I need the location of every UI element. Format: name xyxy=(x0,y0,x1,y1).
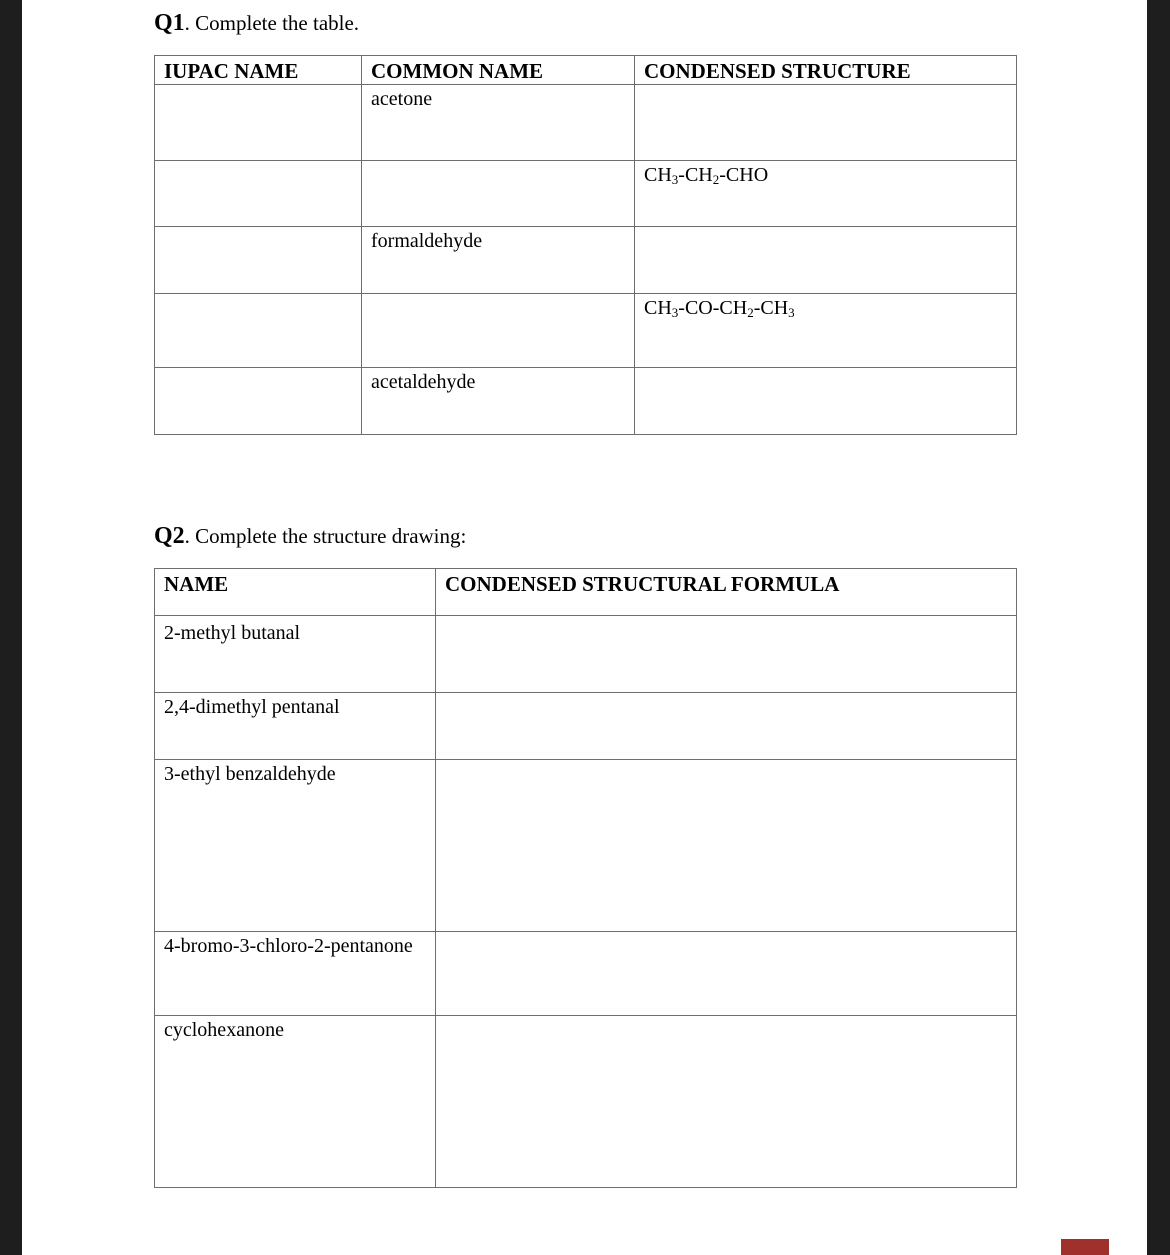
q1-prompt: . Complete the table. xyxy=(184,11,360,35)
q2-header-name: NAME xyxy=(155,569,436,616)
q1-iupac-cell[interactable] xyxy=(155,227,362,294)
formula-subscript: 3 xyxy=(671,305,679,320)
q2-formula-cell[interactable] xyxy=(436,616,1017,693)
q2-formula-cell[interactable] xyxy=(436,760,1017,932)
formula-text: CH xyxy=(644,297,672,319)
formula-text: -CH xyxy=(678,164,713,186)
q1-table-row xyxy=(155,227,1017,294)
q1-iupac-cell[interactable] xyxy=(155,85,362,161)
q2-header-row xyxy=(155,569,1017,616)
worksheet-page xyxy=(22,0,1147,1255)
q2-table-row xyxy=(155,693,1017,760)
q2-table xyxy=(154,568,1017,1188)
q1-iupac-cell[interactable] xyxy=(155,161,362,227)
q1-table-row xyxy=(155,368,1017,435)
q1-header-common: COMMON NAME xyxy=(362,56,635,85)
q2-formula-cell[interactable] xyxy=(436,932,1017,1016)
q1-structure-cell xyxy=(635,161,1017,227)
formula-subscript: 2 xyxy=(747,305,754,320)
q2-formula-cell[interactable] xyxy=(436,1016,1017,1188)
q2-name-cell: cyclohexanone xyxy=(155,1016,436,1188)
q2-header-formula: CONDENSED STRUCTURAL FORMULA xyxy=(436,569,1017,616)
q2-name-cell: 2,4-dimethyl pentanal xyxy=(155,693,436,760)
q2-table-row xyxy=(155,1016,1017,1188)
q1-common-cell: formaldehyde xyxy=(362,227,635,294)
q1-table-row xyxy=(155,294,1017,368)
q2-table-row xyxy=(155,760,1017,932)
q2-number: Q2 xyxy=(154,523,185,549)
q1-common-cell: acetaldehyde xyxy=(362,368,635,435)
formula-text: CH xyxy=(644,164,672,186)
q1-structure-cell[interactable] xyxy=(635,85,1017,161)
q1-iupac-cell[interactable] xyxy=(155,294,362,368)
q2-name-cell: 2-methyl butanal xyxy=(155,616,436,693)
q2-name-cell: 3-ethyl benzaldehyde xyxy=(155,760,436,932)
q1-structure-cell xyxy=(635,294,1017,368)
q1-header-structure: CONDENSED STRUCTURE xyxy=(635,56,1017,85)
q2-table-row xyxy=(155,932,1017,1016)
formula-text: -CHO xyxy=(719,164,769,186)
q1-title xyxy=(154,10,359,37)
q1-common-cell[interactable] xyxy=(362,294,635,368)
formula-text: -CH xyxy=(753,297,789,319)
formula-text: -CO-CH xyxy=(678,297,748,319)
q1-header-iupac: IUPAC NAME xyxy=(155,56,362,85)
q1-structure-cell[interactable] xyxy=(635,227,1017,294)
q1-table xyxy=(154,55,1017,435)
formula-subscript: 3 xyxy=(671,172,679,187)
q2-name-cell: 4-bromo-3-chloro-2-pentanone xyxy=(155,932,436,1016)
formula-subscript: 2 xyxy=(712,172,720,187)
q1-iupac-cell[interactable] xyxy=(155,368,362,435)
corner-scroll-marker xyxy=(1061,1239,1109,1255)
formula-subscript: 3 xyxy=(788,305,795,320)
q1-common-cell: acetone xyxy=(362,85,635,161)
q1-header-row xyxy=(155,56,1017,85)
q2-formula-cell[interactable] xyxy=(436,693,1017,760)
q2-table-row xyxy=(155,616,1017,693)
q2-title xyxy=(154,523,466,550)
q1-table-row xyxy=(155,85,1017,161)
q1-number: Q1 xyxy=(154,10,185,36)
q1-table-row xyxy=(155,161,1017,227)
q1-common-cell[interactable] xyxy=(362,161,635,227)
q2-prompt: . Complete the structure drawing: xyxy=(184,524,467,548)
q1-structure-cell[interactable] xyxy=(635,368,1017,435)
